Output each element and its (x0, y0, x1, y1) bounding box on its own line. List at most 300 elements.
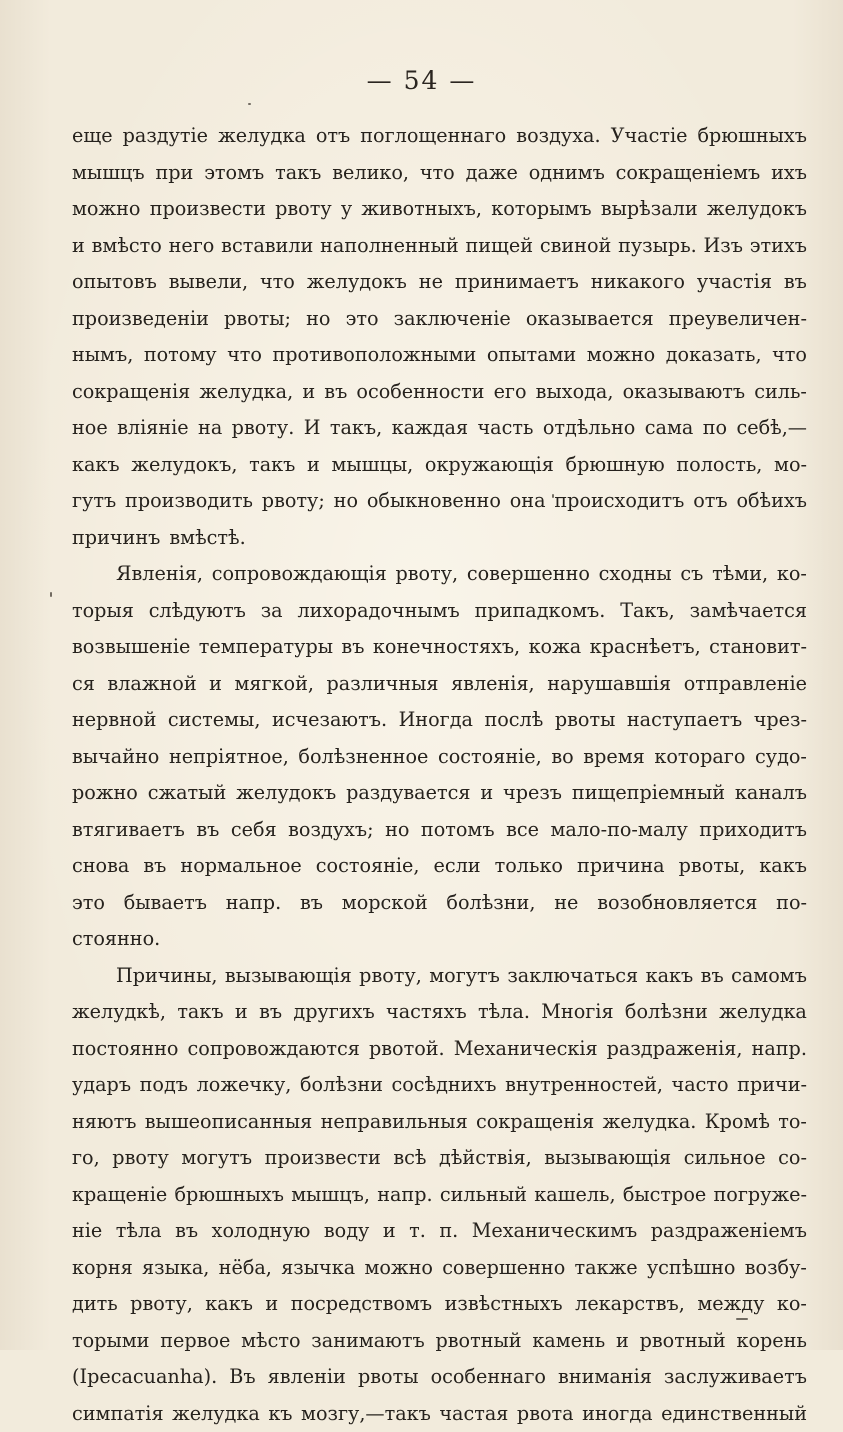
word: снова (72, 848, 129, 885)
word: воздухъ; (288, 812, 373, 849)
word: напр. (377, 1177, 432, 1214)
word: состояніе, (316, 848, 420, 885)
word: желудокъ (307, 264, 407, 301)
word: но (385, 812, 409, 849)
word: оказываютъ (623, 374, 746, 411)
word: Многія (541, 994, 613, 1031)
word: она (510, 483, 546, 520)
word: обыкновенно (367, 483, 501, 520)
word: извѣстныхъ (445, 1286, 563, 1323)
word: мышцъ, (291, 1177, 370, 1214)
word: брюшныхъ (174, 1177, 283, 1214)
word: это (346, 301, 379, 338)
word: дѣйствія, (439, 1140, 532, 1177)
text-line (72, 374, 807, 411)
text-line (72, 848, 807, 885)
word: возобновляется (597, 885, 757, 922)
word: сходны (599, 556, 672, 593)
word: различныя (327, 666, 439, 703)
word: даже (466, 155, 518, 192)
text-line (72, 1031, 807, 1068)
word: Явленія, (116, 556, 203, 593)
word: единственный (661, 1396, 807, 1432)
word: рвотой. (369, 1031, 445, 1068)
word: преувеличен- (669, 301, 807, 338)
word: въ (300, 885, 323, 922)
word: опытовъ (72, 264, 157, 301)
word: сосѣднихъ (391, 1067, 496, 1104)
word: свиной (540, 228, 611, 265)
text-line (72, 593, 807, 630)
word: и (209, 666, 222, 703)
word: совершенно (442, 1250, 565, 1287)
word: выхода, (536, 374, 614, 411)
word: животныхъ, (361, 191, 482, 228)
word: могутъ (181, 1140, 252, 1177)
word: обѣихъ (736, 483, 807, 520)
word: время (583, 739, 644, 776)
text-line (72, 1323, 807, 1360)
word: мягкой, (234, 666, 314, 703)
word: можно (587, 337, 655, 374)
word: симпатія (72, 1396, 164, 1432)
word: другихъ (293, 994, 374, 1031)
word: мышцы, (331, 447, 413, 484)
word: поглощеннаго (360, 118, 506, 155)
word: воздуха. (516, 118, 600, 155)
word: во (551, 739, 573, 776)
word: желудокъ (236, 775, 336, 812)
word: потомъ (421, 812, 495, 849)
word: никакого (591, 264, 685, 301)
word: припадкомъ. (475, 593, 606, 630)
word: какъ (72, 447, 120, 484)
word: пузырь. (618, 228, 697, 265)
word: наступаетъ (627, 702, 742, 739)
word: наполненный (320, 228, 459, 265)
text-line (72, 1177, 807, 1214)
word: исчезаютъ. (272, 702, 387, 739)
word: нервной (72, 702, 156, 739)
word: чрезъ (503, 775, 562, 812)
text-line (72, 1250, 807, 1287)
word: кашель, (534, 1177, 615, 1214)
text-line (72, 1140, 807, 1177)
word: и (235, 994, 248, 1031)
text-line (72, 775, 807, 812)
word: языка, (142, 1250, 209, 1287)
word: доказать, (666, 337, 762, 374)
word: нёба, (219, 1250, 272, 1287)
word: пищепріемный (572, 775, 725, 812)
word: температуры (199, 629, 333, 666)
word: вычайно (72, 739, 159, 776)
word: часто (672, 1067, 729, 1104)
word: рвоту (275, 191, 332, 228)
word: камень (532, 1323, 605, 1360)
word: нымъ, (72, 337, 133, 374)
word: и (616, 1323, 629, 1360)
word: желудка, (199, 374, 293, 411)
word: произвести (265, 1140, 381, 1177)
word: произведеніи (72, 301, 209, 338)
word: корня (72, 1250, 133, 1287)
word: сильное (684, 1140, 766, 1177)
word: Механическимъ (472, 1213, 638, 1250)
word: ное (72, 410, 108, 447)
word: часть (477, 410, 533, 447)
word: и (383, 1213, 396, 1250)
word: ложечку, (197, 1067, 292, 1104)
word: возбу- (745, 1250, 807, 1287)
text-line (72, 520, 807, 557)
word: причинъ (72, 520, 160, 557)
word: заключаться (507, 958, 638, 995)
word: особенности (356, 374, 484, 411)
text-line (72, 1067, 807, 1104)
word: въ (196, 812, 219, 849)
word: самомъ (731, 958, 807, 995)
word: полость, (676, 447, 762, 484)
word: торыя (72, 593, 134, 630)
word: вмѣсто (92, 228, 162, 265)
word: со- (778, 1140, 807, 1177)
word: возвышеніе (72, 629, 190, 666)
text-line (72, 337, 807, 374)
word: т. (409, 1213, 426, 1250)
text-line (72, 1396, 807, 1432)
word: и (72, 228, 85, 265)
word: вызывающія (544, 1140, 671, 1177)
word: становит- (709, 629, 807, 666)
word: конечностяхъ, (373, 629, 520, 666)
word: силь- (754, 374, 807, 411)
word: послѣ (484, 702, 543, 739)
word: себѣ,— (736, 410, 807, 447)
word: что (772, 337, 807, 374)
text-line (72, 301, 807, 338)
word: замѣчается (690, 593, 807, 630)
word: раздувается (346, 775, 470, 812)
word: напр. (226, 885, 281, 922)
word: каждая (392, 410, 468, 447)
word: но (334, 483, 358, 520)
word: системы, (168, 702, 261, 739)
word: Въ (229, 1359, 255, 1396)
word: няютъ (72, 1104, 136, 1141)
word: лихорадочнымъ (297, 593, 459, 630)
word: которымъ (491, 191, 591, 228)
word: вліяніе (117, 410, 189, 447)
word: и (307, 447, 320, 484)
word: не (554, 885, 578, 922)
word: краснѣетъ, (590, 629, 701, 666)
word: дить (72, 1286, 118, 1323)
word: потому (144, 337, 217, 374)
word: съ (680, 556, 703, 593)
word: воду (324, 1213, 369, 1250)
word: ко- (777, 556, 807, 593)
word: что (420, 155, 455, 192)
word: къ (268, 1396, 292, 1432)
word: ихъ (771, 155, 807, 192)
word: Причины, (116, 958, 217, 995)
word: иногда (582, 1396, 652, 1432)
word: рвоты, (679, 848, 746, 885)
word: втягиваетъ (72, 812, 185, 849)
word: Кромѣ (705, 1104, 770, 1141)
word: сокращенія (72, 374, 190, 411)
word: въ (784, 264, 807, 301)
word: у (341, 191, 352, 228)
word: чрез- (754, 702, 807, 739)
word: участія (697, 264, 772, 301)
word: могутъ (429, 958, 500, 995)
word: вниманія (558, 1359, 652, 1396)
word: непріятное, (169, 739, 289, 776)
word: сокращенія (476, 1104, 594, 1141)
word: го, (72, 1140, 100, 1177)
word: всѣ (393, 1140, 426, 1177)
word: но (306, 301, 330, 338)
word: отъ (693, 483, 727, 520)
word: оказывается (526, 301, 654, 338)
word: пищей (465, 228, 533, 265)
word: приходитъ (699, 812, 807, 849)
word: рвоту; (262, 483, 325, 520)
word: кожа (529, 629, 582, 666)
word: Участіе (611, 118, 688, 155)
word: и (302, 374, 315, 411)
word: подъ (140, 1067, 188, 1104)
print-speck (552, 494, 554, 498)
word: торыми (72, 1323, 149, 1360)
page-number: — 54 — (0, 66, 843, 95)
word: какъ (646, 958, 694, 995)
word: въ (175, 1213, 198, 1250)
text-line (72, 410, 807, 447)
text-line (72, 812, 807, 849)
word: принимаетъ (455, 264, 579, 301)
word: только (495, 848, 563, 885)
word: это (72, 885, 105, 922)
word: нормальное (180, 848, 301, 885)
word: морской (342, 885, 428, 922)
text-line (72, 958, 807, 995)
word: рвоту. (232, 410, 295, 447)
text-line (72, 483, 807, 520)
word: за (261, 593, 283, 630)
text-line (72, 1104, 807, 1141)
word: лекарствъ, (575, 1286, 685, 1323)
word: болѣзни (625, 994, 708, 1031)
word: вставили (221, 228, 313, 265)
word: желудокъ (707, 191, 807, 228)
word: и (480, 775, 493, 812)
text-line (72, 921, 807, 958)
word: если (434, 848, 481, 885)
word: причина (577, 848, 665, 885)
word: сама (645, 410, 694, 447)
word: въ (259, 994, 282, 1031)
word: болѣзненное (298, 739, 428, 776)
word: этомъ (204, 155, 264, 192)
text-line (72, 1213, 807, 1250)
word: можно (364, 1250, 432, 1287)
word: то- (778, 1104, 807, 1141)
text-line (72, 447, 807, 484)
word: п. (439, 1213, 458, 1250)
body-text (72, 118, 807, 1432)
word: сильный (440, 1177, 527, 1214)
word: Иногда (399, 702, 473, 739)
word: рвоты (555, 702, 616, 739)
word: что (227, 337, 262, 374)
word: брюшныхъ (698, 118, 807, 155)
word: рвотный (640, 1323, 726, 1360)
word: тѣла (116, 1213, 162, 1250)
word: однимъ (529, 155, 605, 192)
word: вмѣстѣ. (169, 520, 245, 557)
word: постоянно (72, 1031, 179, 1068)
word: неправильныя (321, 1104, 468, 1141)
word: такъ (249, 447, 295, 484)
word: этихъ (750, 228, 807, 265)
word: заслуживаетъ (664, 1359, 807, 1396)
word: первое (160, 1323, 230, 1360)
word: противоположными (272, 337, 476, 374)
word: посредствомъ (291, 1286, 432, 1323)
word: сокращеніемъ (616, 155, 761, 192)
word: рвоту (112, 1140, 169, 1177)
word: нарушавшія (547, 666, 671, 703)
word: отдѣльно (543, 410, 636, 447)
word: явленія, (451, 666, 535, 703)
word: еще (72, 118, 113, 155)
word: велико, (332, 155, 409, 192)
text-line (72, 994, 807, 1031)
print-speck (736, 1318, 748, 1320)
text-line (72, 666, 807, 703)
word: желудокъ, (131, 447, 237, 484)
word: отъ (316, 118, 350, 155)
word: желудка (719, 994, 807, 1031)
text-line (72, 1286, 807, 1323)
text-line (72, 228, 807, 265)
word: какъ (205, 1286, 253, 1323)
text-line (72, 264, 807, 301)
word: происходитъ (554, 483, 684, 520)
word: погруже- (714, 1177, 807, 1214)
word: частая (439, 1396, 508, 1432)
text-line (72, 1359, 807, 1396)
text-line (72, 629, 807, 666)
word: вывели, (169, 264, 248, 301)
word: раздутіе (123, 118, 208, 155)
word: въ (701, 958, 724, 995)
word: мѣсто (241, 1323, 300, 1360)
word: и (265, 1286, 278, 1323)
word: холодную (212, 1213, 311, 1250)
word: рвотный (435, 1323, 521, 1360)
word: въ (341, 629, 364, 666)
word: судо- (755, 739, 807, 776)
word: мышцъ (72, 155, 145, 192)
word: такъ, (330, 410, 382, 447)
text-line (72, 885, 807, 922)
word: ударъ (72, 1067, 131, 1104)
word: стоянно. (72, 921, 160, 958)
word: при (155, 155, 193, 192)
word: корень (736, 1323, 806, 1360)
text-line (72, 191, 807, 228)
word: рвоту, (359, 958, 422, 995)
word: желудкѣ, (72, 994, 166, 1031)
word: вышеописанныя (145, 1104, 313, 1141)
word: рвоту, (130, 1286, 193, 1323)
word: опытами (487, 337, 576, 374)
word: окружающія (425, 447, 554, 484)
word: такъ (275, 155, 321, 192)
word: по (703, 410, 727, 447)
word: (Ipecacuanha). (72, 1359, 217, 1396)
word: занимаютъ (311, 1323, 424, 1360)
word: рожно (72, 775, 138, 812)
word: все (506, 812, 539, 849)
word: И (304, 410, 321, 447)
word: кращеніе (72, 1177, 167, 1214)
word: него (169, 228, 215, 265)
word: раздраженіемъ (651, 1213, 807, 1250)
text-line (72, 556, 807, 593)
word: можно (72, 191, 140, 228)
word: сжатый (148, 775, 227, 812)
word: напр. (752, 1031, 807, 1068)
word: влажной (107, 666, 196, 703)
word: въ (143, 848, 166, 885)
word: производить (125, 483, 253, 520)
word: особеннаго (431, 1359, 546, 1396)
word: такъ (177, 994, 223, 1031)
word: брюшную (566, 447, 665, 484)
text-line (72, 739, 807, 776)
word: Механическія (454, 1031, 598, 1068)
word: желудка (172, 1396, 260, 1432)
word: гутъ (72, 483, 116, 520)
word: состояніе, (438, 739, 542, 776)
word: не (419, 264, 443, 301)
word: внутренностей, (505, 1067, 663, 1104)
word: сопровождаются (188, 1031, 360, 1068)
word: въ (324, 374, 347, 411)
word: явленіи (268, 1359, 346, 1396)
word: рвоты; (224, 301, 291, 338)
word: рвоты (358, 1359, 419, 1396)
word: мозгу,—такъ (301, 1396, 431, 1432)
word: вырѣзали (601, 191, 698, 228)
word: мо- (774, 447, 807, 484)
word: себя (231, 812, 277, 849)
word: причи- (737, 1067, 807, 1104)
word: желудка. (603, 1104, 697, 1141)
word: язычка (281, 1250, 355, 1287)
word: тѣла. (478, 994, 530, 1031)
word: рвота (517, 1396, 574, 1432)
word: отправленіе (684, 666, 807, 703)
word: Такъ, (620, 593, 675, 630)
word: болѣзни, (446, 885, 535, 922)
word: котораго (654, 739, 745, 776)
